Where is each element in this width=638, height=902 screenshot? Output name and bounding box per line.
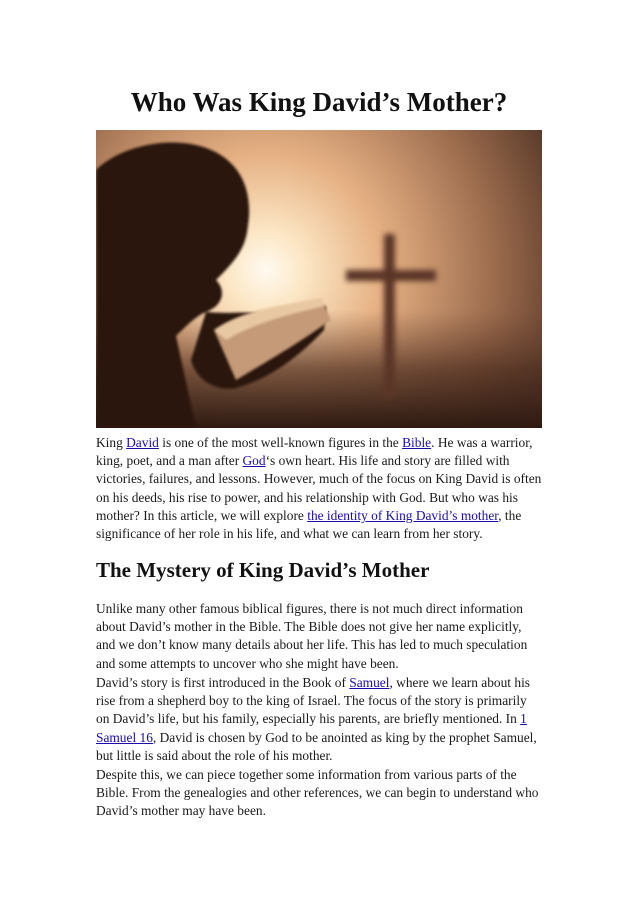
intro-text: . He was a warrior, king, poet, and a man after: [96, 435, 533, 469]
intro-text: King: [96, 435, 127, 450]
paragraph-mystery: Unlike many other famous biblical figures, there is not much direct information about David’s mother in the Bible. The Bible does not give her name explicitly, and we don’t know many details about her life. This has led to much speculation and some attempts to uncover who she might have been.: [96, 601, 528, 671]
intro-text: is one of the most well-known figures in the: [158, 435, 403, 450]
paragraph-text: David’s story is first introduced in the Book of: [96, 675, 350, 690]
paragraph-text: , where we learn about his rise from a shepherd boy to the king of Israel. The focus of the story is primarily on David’s life, but his family, especially his parents, are briefly mentioned. In: [96, 675, 531, 727]
intro-paragraph: [96, 434, 542, 543]
paragraph-genealogies: Despite this, we can piece together some information from various parts of the Bible. From the genealogies and other references, we can begin to understand who David’s mother may have been.: [96, 767, 539, 819]
paragraph-samuel: [96, 674, 542, 765]
intro-text: ‘s own heart. His life and story are filled with victories, failures, and lessons. However, much of the focus on King David is often on his deeds, his rise to power, and his relationship with God. But who was his mother? In this article, we will explore: [96, 453, 542, 523]
link-david[interactable]: David: [126, 435, 159, 450]
intro-text: , the significance of her role in his life, and what we can learn from her story.: [96, 507, 522, 542]
page-title: Who Was King David’s Mother?: [130, 87, 508, 117]
section-heading: The Mystery of King David’s Mother: [96, 558, 430, 582]
boy-reading-bible-at-sunset-image: [96, 130, 542, 428]
hero-image: [96, 130, 542, 428]
paragraph-text: , David is chosen by God to be anointed as king by the prophet Samuel, but little is said about the role of his mother.: [96, 729, 537, 763]
link-1-samuel-16[interactable]: 1 Samuel 16: [96, 711, 527, 745]
link-identity-of-mother[interactable]: the identity of King David’s mother: [307, 507, 499, 523]
link-bible[interactable]: Bible: [402, 435, 432, 450]
link-god[interactable]: God: [242, 453, 266, 469]
link-samuel[interactable]: Samuel: [349, 675, 390, 690]
